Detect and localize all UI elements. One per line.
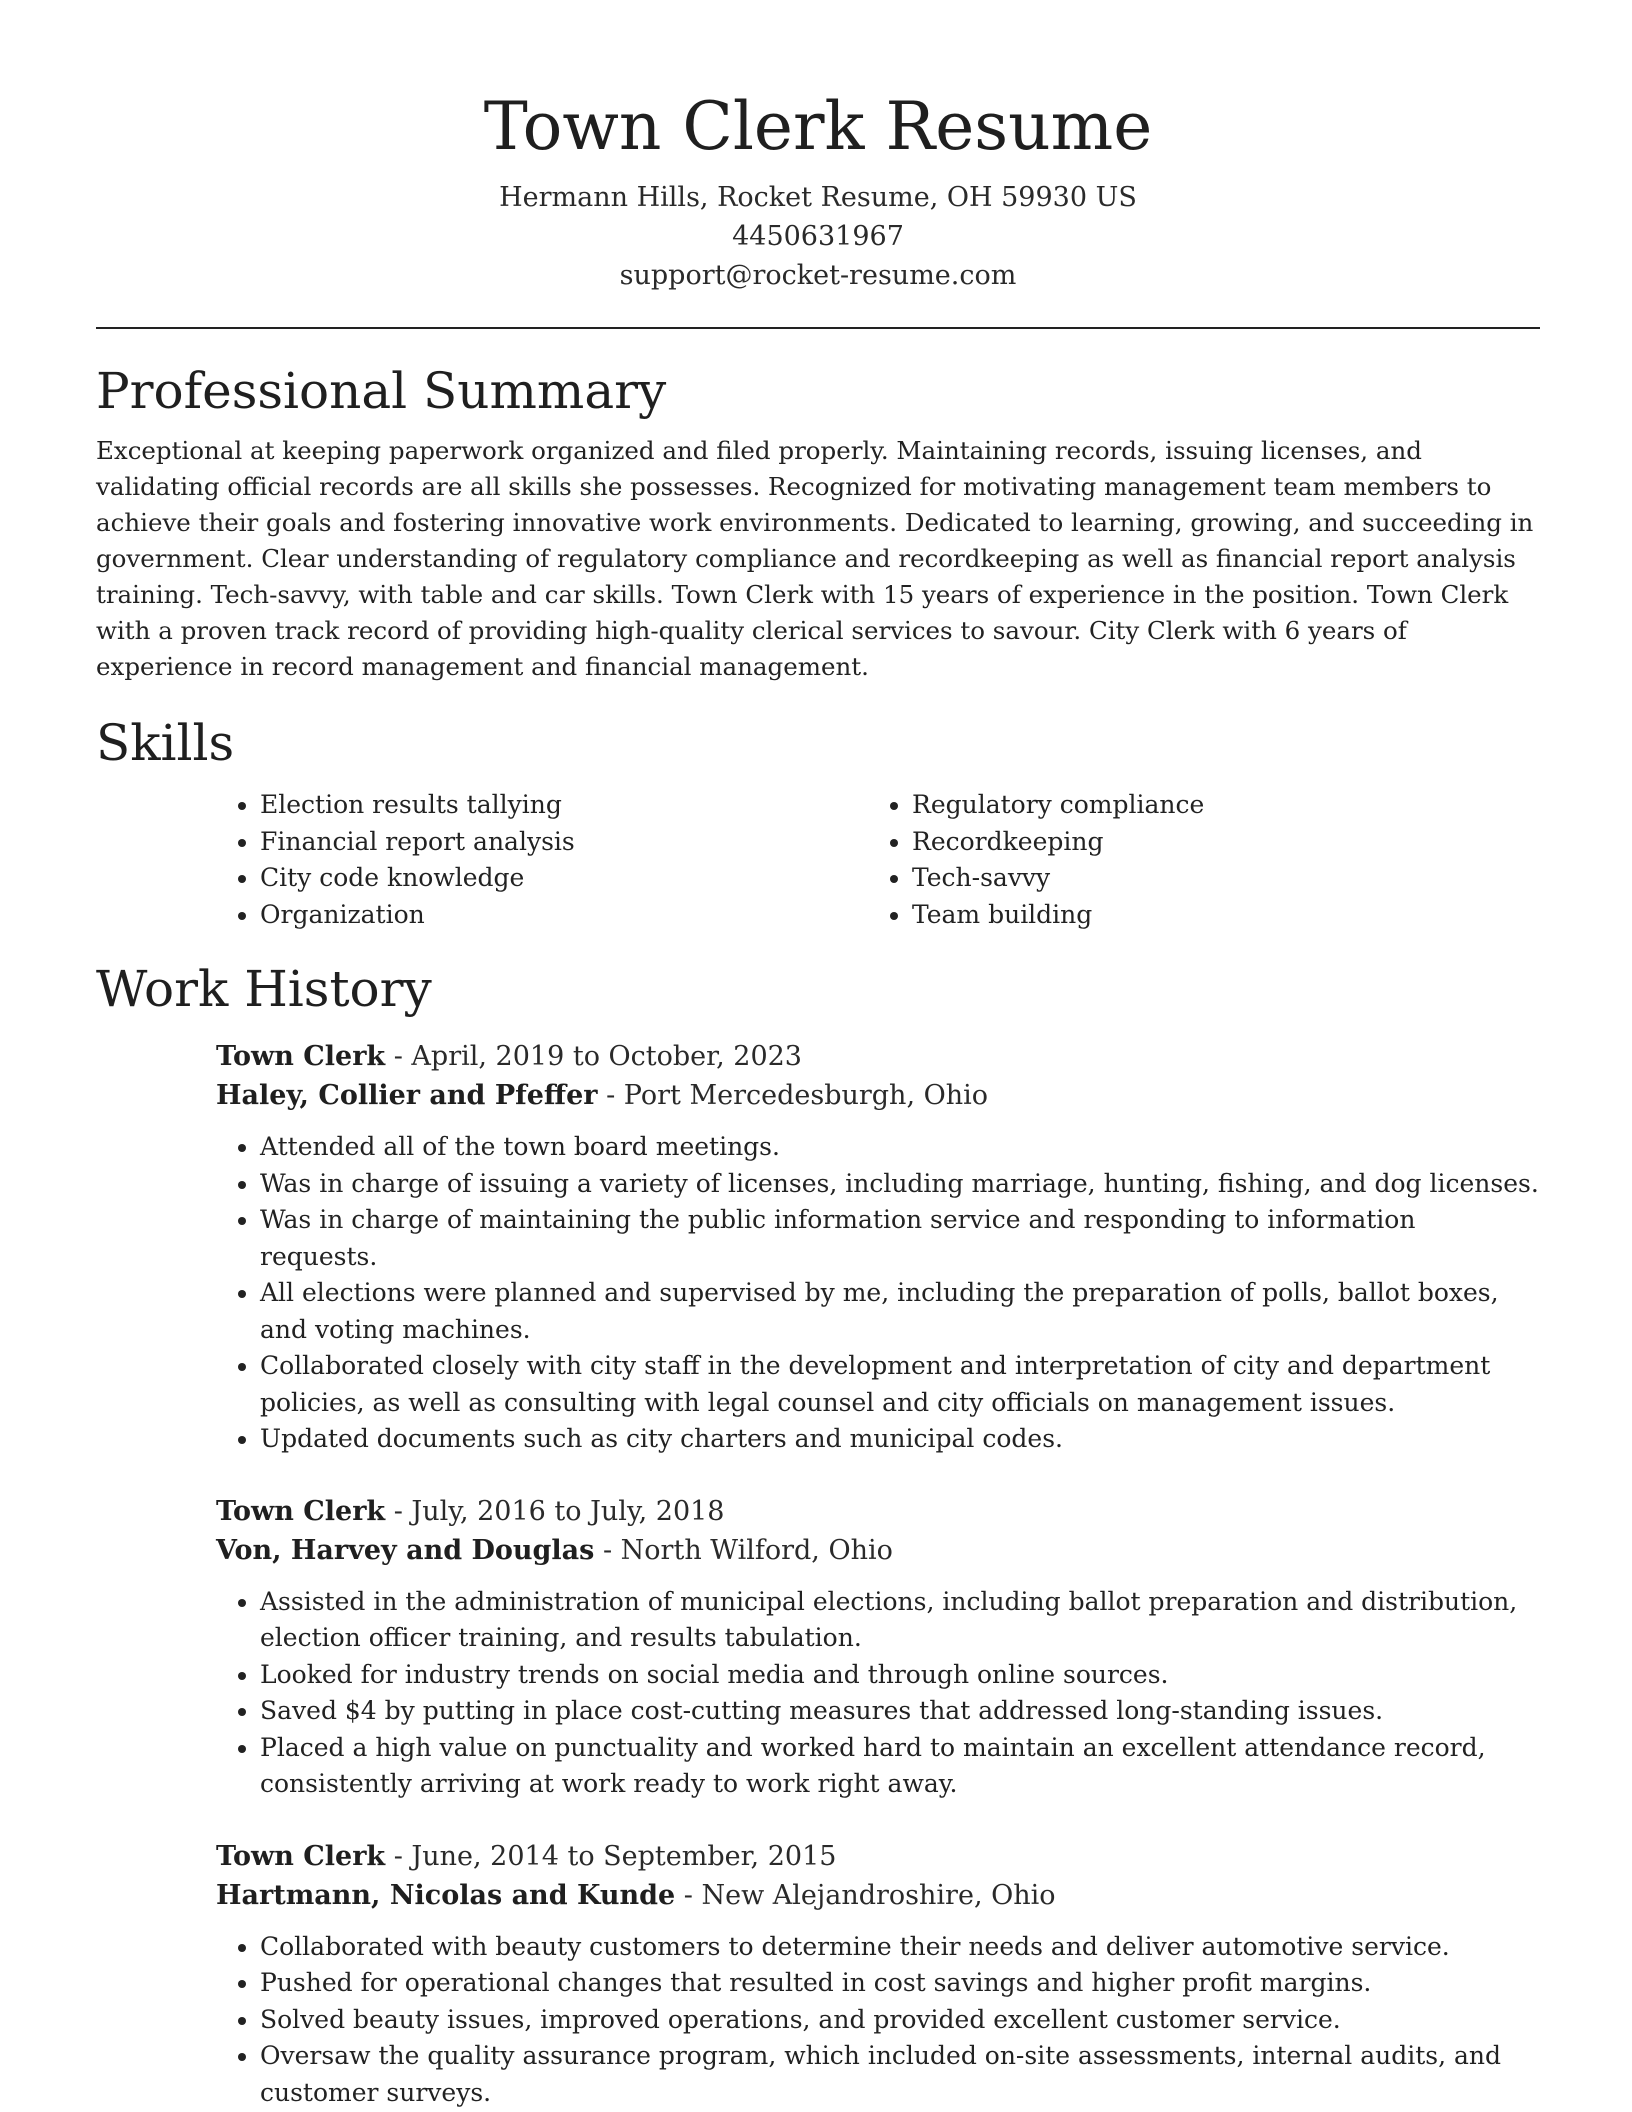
- job-bullets: [216, 1584, 1540, 1803]
- contact-phone: 4450631967: [732, 221, 904, 252]
- resume-page: [96, 0, 1540, 2111]
- skill-item: • Team building: [912, 897, 1520, 934]
- job-bullet: • Solved beauty issues, improved operations, and provided excellent customer service.: [260, 2002, 1540, 2039]
- job-bullet: • Assisted in the administration of municipal elections, including ballot preparation and distribution, election officer training, and results tabulation.: [260, 1584, 1540, 1657]
- contact-email: support@rocket-resume.com: [619, 260, 1017, 291]
- job-dates: - July, 2016 to July, 2018: [385, 1495, 725, 1527]
- job-bullet: • Placed a high value on punctuality and worked hard to maintain an excellent attendance record, consistently arriving at work ready to work right away.: [260, 1730, 1540, 1803]
- job-bullet: • All elections were planned and supervised by me, including the preparation of polls, ballot boxes, and voting machines.: [260, 1275, 1540, 1348]
- job-bullet: • Updated documents such as city charters and municipal codes.: [260, 1421, 1540, 1458]
- skills-list: [216, 787, 1540, 933]
- job-role: Town Clerk: [216, 1495, 386, 1527]
- skills-column-left: [216, 787, 868, 933]
- job-company: Haley, Collier and Pfeffer: [216, 1080, 598, 1111]
- job-company-line: [216, 1531, 1540, 1570]
- contact-address: Hermann Hills, Rocket Resume, OH 59930 US: [499, 182, 1137, 213]
- job-location: - North Wilford, Ohio: [594, 1534, 893, 1566]
- job-bullet: • Was in charge of issuing a variety of licenses, including marriage, hunting, fishing, and dog licenses.: [260, 1166, 1540, 1203]
- skill-item: • Organization: [260, 897, 868, 934]
- job-title-line: [216, 1037, 1540, 1076]
- job-company-line: [216, 1076, 1540, 1115]
- job-bullets: [216, 1929, 1540, 2112]
- job-location: - New Alejandroshire, Ohio: [675, 1879, 1056, 1911]
- job-bullet: • Attended all of the town board meetings.: [260, 1129, 1540, 1166]
- work-history-heading: Work History: [96, 960, 432, 1018]
- skill-item: • Recordkeeping: [912, 824, 1520, 861]
- header-divider: [96, 327, 1540, 329]
- job-bullet: • Was in charge of maintaining the public information service and responding to information requests.: [260, 1202, 1540, 1275]
- job-role: Town Clerk: [216, 1840, 386, 1872]
- job-title-line: [216, 1837, 1540, 1876]
- job-entry: [216, 1837, 1540, 2112]
- job-bullet: • Pushed for operational changes that resulted in cost savings and higher profit margins.: [260, 1965, 1540, 2002]
- resume-header: [96, 0, 1540, 295]
- job-bullet: • Saved $4 by putting in place cost-cutting measures that addressed long-standing issues.: [260, 1693, 1540, 1730]
- job-bullet: • Oversaw the quality assurance program, which included on-site assessments, internal audits, and customer surveys.: [260, 2038, 1540, 2111]
- job-entry: [216, 1492, 1540, 1803]
- skill-item: • Regulatory compliance: [912, 787, 1520, 824]
- job-bullet: • Collaborated closely with city staff in the development and interpretation of city and department policies, as well as consulting with legal counsel and city officials on management issues.: [260, 1348, 1540, 1421]
- summary-text: Exceptional at keeping paperwork organized and filed properly. Maintaining records, issuing licenses, and validating official records are all skills she possesses. Recognized for motivating management team members to achieve their goals and fostering innovative work environments. Dedicated to learning, growing, and succeeding in government. Clear understanding of regulatory compliance and recordkeeping as well as financial report analysis training. Tech-savvy, with table and car skills. Town Clerk with 15 years of experience in the position. Town Clerk with a proven track record of providing high-quality clerical services to savour. City Clerk with 6 years of experience in record management and financial management.: [96, 436, 1534, 681]
- job-dates: - April, 2019 to October, 2023: [385, 1041, 802, 1072]
- job-entry: [216, 1037, 1540, 1458]
- skill-item: • Tech-savvy: [912, 860, 1520, 897]
- skill-item: • City code knowledge: [260, 860, 868, 897]
- job-title-line: [216, 1492, 1540, 1531]
- job-company-line: [216, 1876, 1540, 1915]
- skills-column-right: [868, 787, 1520, 933]
- job-bullet: • Looked for industry trends on social media and through online sources.: [260, 1657, 1540, 1694]
- job-dates: - June, 2014 to September, 2015: [385, 1840, 837, 1872]
- job-company: Hartmann, Nicolas and Kunde: [216, 1879, 676, 1911]
- job-bullet: • Collaborated with beauty customers to determine their needs and deliver automotive service.: [260, 1929, 1540, 1966]
- job-company: Von, Harvey and Douglas: [216, 1534, 595, 1566]
- skills-heading: Skills: [96, 714, 235, 772]
- job-location: - Port Mercedesburgh, Ohio: [597, 1080, 989, 1111]
- resume-title: Town Clerk Resume: [483, 88, 1153, 165]
- summary-heading: Professional Summary: [96, 362, 667, 420]
- skill-item: • Financial report analysis: [260, 824, 868, 861]
- job-bullets: [216, 1129, 1540, 1458]
- skill-item: • Election results tallying: [260, 787, 868, 824]
- job-role: Town Clerk: [216, 1041, 386, 1072]
